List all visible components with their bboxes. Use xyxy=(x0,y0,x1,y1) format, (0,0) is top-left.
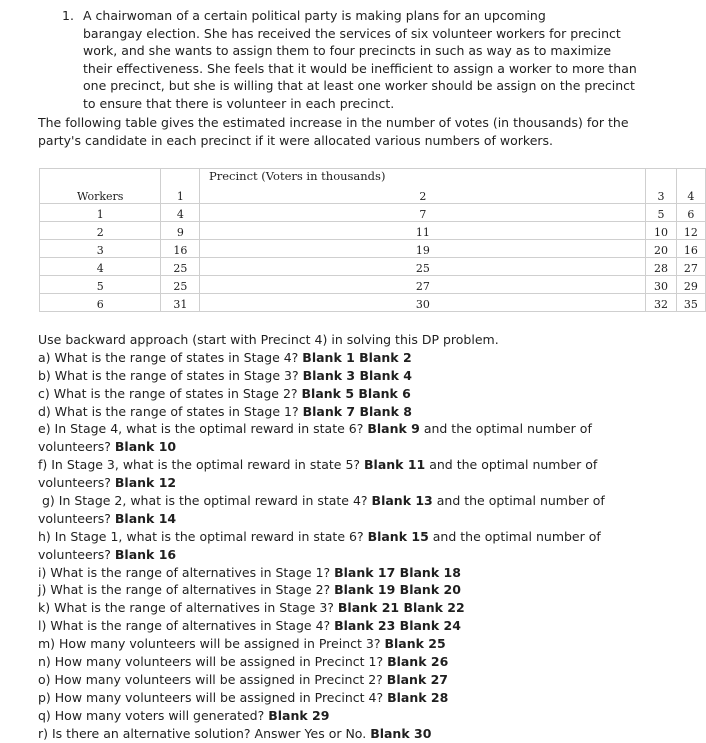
blank-placeholder: Blank 30 xyxy=(370,725,432,741)
table-cell: 29 xyxy=(676,276,705,294)
table-cell: 3 xyxy=(40,240,161,258)
table-row xyxy=(40,222,706,240)
table-cell: 7 xyxy=(200,204,646,222)
table-cell: 4 xyxy=(161,204,200,222)
table-cell: 6 xyxy=(40,294,161,312)
table-cell: 30 xyxy=(200,294,646,312)
blank-placeholder: Blank 12 xyxy=(114,475,177,491)
table-cell: 12 xyxy=(676,222,705,240)
blank-placeholder: Blank 23 Blank 24 xyxy=(334,618,461,634)
table-header-row xyxy=(40,169,706,204)
table-caption: Precinct (Voters in thousands) xyxy=(209,169,386,183)
table-cell: 9 xyxy=(161,222,200,240)
blank-placeholder: Blank 29 xyxy=(268,707,330,723)
question-line: a) What is the range of states in Stage 4? Blank 1 Blank 2 xyxy=(38,349,412,365)
table-cell: 11 xyxy=(200,222,646,240)
problem-line: to ensure that there is volunteer in each precinct. xyxy=(83,95,395,111)
blank-placeholder: Blank 11 xyxy=(364,457,426,473)
blank-placeholder: Blank 10 xyxy=(114,439,177,455)
table-cell: 25 xyxy=(161,276,200,294)
question-line: volunteers? Blank 10 xyxy=(38,439,177,455)
question-line: q) How many voters will generated? Blank 29 xyxy=(38,707,330,723)
question-line: j) What is the range of alternatives in Stage 2? Blank 19 Blank 20 xyxy=(38,582,461,598)
table-cell: 5 xyxy=(646,204,676,222)
question-line: volunteers? Blank 16 xyxy=(38,546,177,562)
table-cell: 28 xyxy=(646,258,676,276)
blank-placeholder: Blank 16 xyxy=(114,546,177,562)
intro-line: The following table gives the estimated increase in the number of votes (in thousands) for the xyxy=(38,115,629,130)
header-cell: Workers xyxy=(40,169,161,204)
question-line: volunteers? Blank 14 xyxy=(38,510,177,526)
blank-placeholder: Blank 5 Blank 6 xyxy=(301,385,411,401)
header-cell: 2 xyxy=(200,169,646,204)
table-cell: 25 xyxy=(161,258,200,276)
table-cell: 20 xyxy=(646,240,676,258)
blank-placeholder: Blank 3 Blank 4 xyxy=(302,367,412,383)
header-cell: 4 xyxy=(676,169,705,204)
table-row xyxy=(40,240,706,258)
problem-line: one precinct, but she is willing that at least one worker should be assign on the precinct xyxy=(83,78,635,93)
table-cell: 16 xyxy=(676,240,705,258)
question-line: d) What is the range of states in Stage 1? Blank 7 Blank 8 xyxy=(38,403,412,419)
question-line: f) In Stage 3, what is the optimal reward in state 5? Blank 11 and the optimal number of xyxy=(38,457,598,473)
problem-number: 1. xyxy=(62,8,74,23)
blank-placeholder: Blank 25 xyxy=(384,636,446,652)
blank-placeholder: Blank 21 Blank 22 xyxy=(337,600,465,616)
blank-placeholder: Blank 7 Blank 8 xyxy=(302,403,412,419)
problem-line: their effectiveness. She feels that it would be inefficient to assign a worker to more than xyxy=(83,60,637,76)
blank-placeholder: Blank 9 xyxy=(367,421,420,437)
question-line: c) What is the range of states in Stage 2? Blank 5 Blank 6 xyxy=(38,385,411,401)
blank-placeholder: Blank 27 xyxy=(386,671,449,687)
question-line: k) What is the range of alternatives in Stage 3? Blank 21 Blank 22 xyxy=(38,600,465,616)
intro-line: party's candidate in each precinct if it were allocated various numbers of workers. xyxy=(38,132,554,148)
question-line: m) How many volunteers will be assigned in Preinct 3? Blank 25 xyxy=(38,636,446,652)
blank-placeholder: Blank 28 xyxy=(387,689,449,705)
blank-placeholder: Blank 15 xyxy=(367,528,429,544)
question-line: o) How many volunteers will be assigned in Precinct 2? Blank 27 xyxy=(38,671,449,687)
table-cell: 6 xyxy=(676,204,705,222)
question-line: p) How many volunteers will be assigned in Precinct 4? Blank 28 xyxy=(38,689,449,705)
problem-body xyxy=(83,7,637,112)
problem-line: barangay election. She has received the services of six volunteer workers for precinct xyxy=(83,25,621,41)
table-row xyxy=(40,276,706,294)
question-line: l) What is the range of alternatives in Stage 4? Blank 23 Blank 24 xyxy=(38,618,461,634)
question-line: n) How many volunteers will be assigned in Precinct 1? Blank 26 xyxy=(38,654,449,670)
table-cell: 5 xyxy=(40,276,161,294)
question-line: h) In Stage 1, what is the optimal reward in state 6? Blank 15 and the optimal number of xyxy=(38,528,601,544)
question-line: b) What is the range of states in Stage 3? Blank 3 Blank 4 xyxy=(38,367,412,383)
blank-placeholder: Blank 1 Blank 2 xyxy=(302,349,412,365)
table-cell: 31 xyxy=(161,294,200,312)
blank-placeholder: Blank 26 xyxy=(387,654,449,670)
question-line: i) What is the range of alternatives in Stage 1? Blank 17 Blank 18 xyxy=(38,564,461,580)
blank-placeholder: Blank 14 xyxy=(114,510,177,526)
table-cell: 35 xyxy=(676,294,705,312)
table-cell: 27 xyxy=(200,276,646,294)
table-row xyxy=(40,294,706,312)
table-cell: 32 xyxy=(646,294,676,312)
table-cell: 30 xyxy=(646,276,676,294)
table-cell: 27 xyxy=(676,258,705,276)
table-cell: 19 xyxy=(200,240,646,258)
question-line: g) In Stage 2, what is the optimal reward in state 4? Blank 13 and the optimal number of xyxy=(38,493,605,509)
questions-list xyxy=(38,331,605,742)
table-cell: 16 xyxy=(161,240,200,258)
table-row xyxy=(40,258,706,276)
table-cell: 2 xyxy=(40,222,161,240)
votes-table xyxy=(39,168,706,312)
question-line: r) Is there an alternative solution? Answer Yes or No. Blank 30 xyxy=(38,725,432,741)
header-cell: 3 xyxy=(646,169,676,204)
blank-placeholder: Blank 13 xyxy=(371,493,433,509)
problem-line: A chairwoman of a certain political party is making plans for an upcoming xyxy=(83,8,546,23)
blank-placeholder: Blank 19 Blank 20 xyxy=(334,582,461,598)
blank-placeholder: Blank 17 Blank 18 xyxy=(334,564,461,580)
question-line: volunteers? Blank 12 xyxy=(38,475,177,491)
table-cell: 1 xyxy=(40,204,161,222)
header-cell: 1 xyxy=(161,169,200,204)
table-row xyxy=(40,204,706,222)
problem-line: work, and she wants to assign them to four precincts in such as way as to maximize xyxy=(83,43,612,58)
table-cell: 4 xyxy=(40,258,161,276)
table-cell: 25 xyxy=(200,258,646,276)
question-line: Use backward approach (start with Precinct 4) in solving this DP problem. xyxy=(38,332,499,347)
table-intro xyxy=(38,114,629,149)
table-cell: 10 xyxy=(646,222,676,240)
question-line: e) In Stage 4, what is the optimal reward in state 6? Blank 9 and the optimal number of xyxy=(38,421,592,437)
